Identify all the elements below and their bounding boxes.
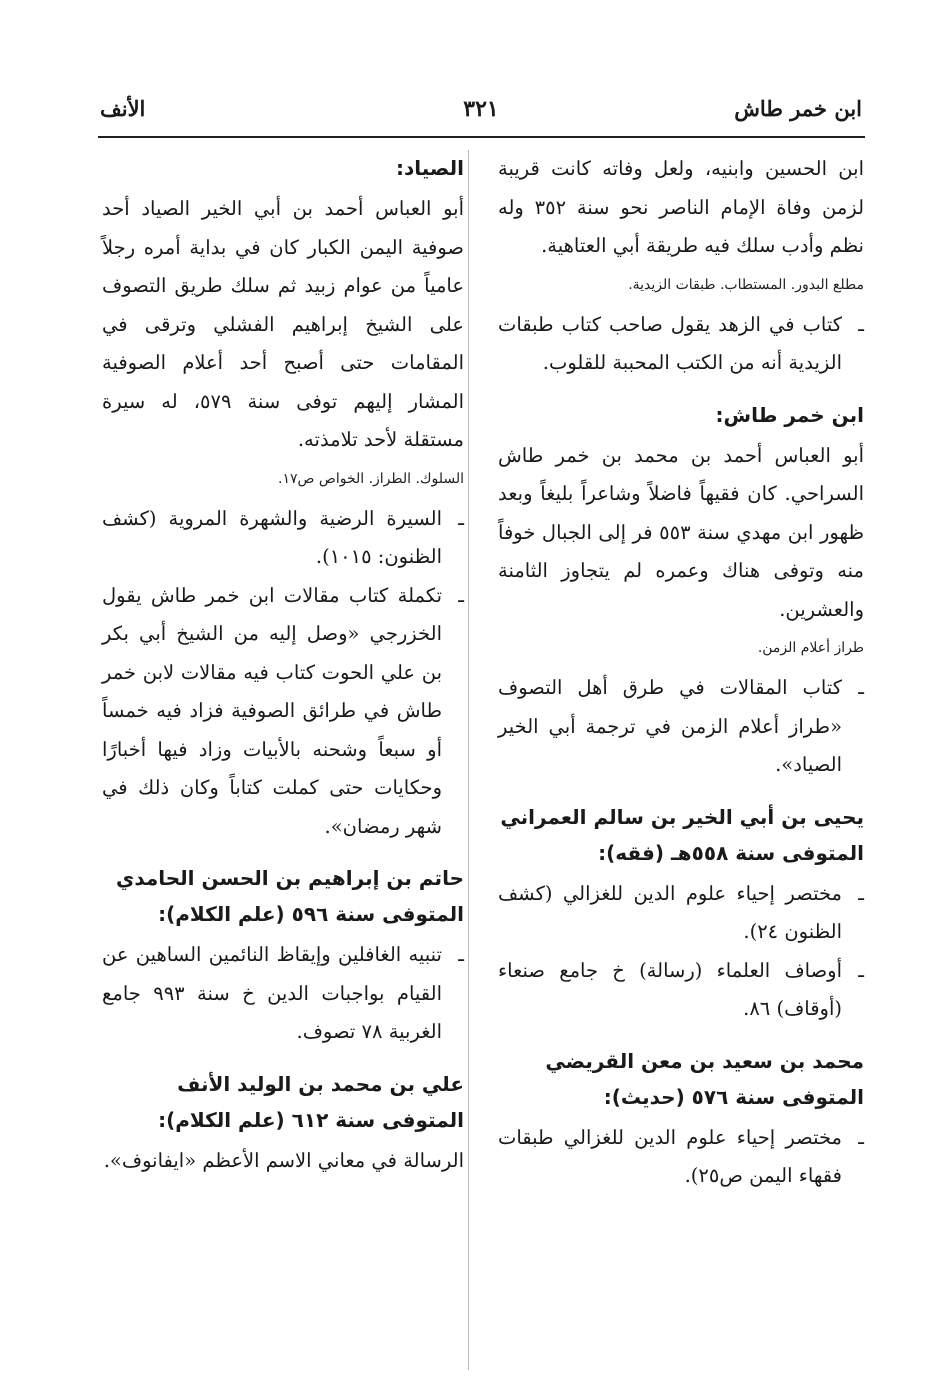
page-header xyxy=(100,96,862,132)
ibn-khamr-sources: طراز أعلام الزمن. xyxy=(757,640,864,656)
entry-title-ibn-khamr: ابن خمر طاش: xyxy=(715,402,864,427)
list-item: ـ تكملة كتاب مقالات ابن خمر طاش يقول الخزرجي «وصل إليه من الشيخ أبي بكر بن علي الحوت كتاب فيه مقالات لابن خمر طاش في طرائق الصوفية فزاد فيه خمساً أو سبعاً وشحنه بالأبيات وزاد فيها أخبارًا وحكايات حتى كملت كتاباً وكان ذلك في شهر رمضان». xyxy=(102,583,464,838)
entry-title-ali: علي بن محمد بن الوليد الأنف المتوفى سنة ٦١٢ (علم الكلام): xyxy=(158,1071,464,1132)
list-item: ـ مختصر إحياء علوم الدين للغزالي (كشف الظنون ٢٤). xyxy=(498,881,864,943)
list-item: ـ مختصر إحياء علوم الدين للغزالي طبقات فقهاء اليمن ص٢٥). xyxy=(498,1125,864,1187)
page-number: ٣٢١ xyxy=(463,96,499,122)
ibn-khamr-works xyxy=(498,669,864,785)
running-head-right: ابن خمر طاش xyxy=(734,96,862,121)
list-item: ـ كتاب المقالات في طرق أهل التصوف «طراز أعلام الزمن في ترجمة أبي الخير الصياد». xyxy=(498,676,864,776)
list-item: ـ كتاب في الزهد يقول صاحب كتاب طبقات الزيدية أنه من الكتب المحببة للقلوب. xyxy=(498,312,864,374)
entry-title-yahya: يحيى بن أبي الخير بن سالم العمراني المتوفى سنة ٥٥٨هـ (فقه): xyxy=(500,804,864,865)
sayyad-sources: السلوك. الطراز. الخواص ص١٧. xyxy=(278,470,464,487)
list-item: ـ السيرة الرضية والشهرة المروية (كشف الظنون: ١٠١٥). xyxy=(102,506,464,568)
sayyad-works xyxy=(102,500,464,847)
left-column xyxy=(102,150,464,1180)
running-head-left: الأنف xyxy=(100,96,146,121)
yahya-works xyxy=(498,875,864,1029)
hatim-works xyxy=(102,936,464,1052)
intro-works xyxy=(498,306,864,383)
intro-text: ابن الحسين وابنيه، ولعل وفاته كانت قريبة لزمن وفاة الإمام الناصر نحو سنة ٣٥٢ وله نظم وأدب سلك فيه طريقة أبي العتاهية. xyxy=(498,157,865,257)
header-rule xyxy=(98,136,865,138)
ali-text: الرسالة في معاني الاسم الأعظم «ايفانوف». xyxy=(103,1148,464,1172)
sayyad-bio: أبو العباس أحمد بن أبي الخير الصياد أحد صوفية اليمن الكبار كان في بداية أمره رجلاً عامياً من عوام زبيد ثم سلك طريق التصوف على الشيخ إبراهيم الفشلي وترقى في المقامات حتى أصبح أحد أعلام الصوفية المشار إليهم توفى سنة ٥٧٩، له سيرة مستقلة لأحد تلامذته. xyxy=(102,197,464,451)
entry-title-muhammad: محمد بن سعيد بن معن القريضي المتوفى سنة ٥٧٦ (حديث): xyxy=(545,1048,864,1109)
intro-sources: مطلع البدور. المستطاب. طبقات الزيدية. xyxy=(628,276,864,293)
column-divider xyxy=(468,150,469,1370)
entry-title-sayyad: الصياد: xyxy=(395,156,464,180)
right-column xyxy=(498,150,864,1204)
list-item: ـ تنبيه الغافلين وإيقاظ النائمين الساهين عن القيام بواجبات الدين خ سنة ٩٩٣ جامع الغربية ٧٨ تصوف. xyxy=(102,943,464,1043)
ibn-khamr-bio: أبو العباس أحمد بن محمد بن خمر طاش السراحي. كان فقيهاً فاضلاً وشاعراً بليغاً وبعد ظهور ابن مهدي سنة ٥٥٣ فر إلى الجبال خوفاً منه وتوفى هناك وعمره لم يتجاوز الثامنة والعشرين. xyxy=(498,443,864,621)
list-item: ـ أوصاف العلماء (رسالة) خ جامع صنعاء (أوقاف) ٨٦. xyxy=(498,958,864,1020)
entry-title-hatim: حاتم بن إبراهيم بن الحسن الحامدي المتوفى سنة ٥٩٦ (علم الكلام): xyxy=(115,866,464,926)
muhammad-works xyxy=(498,1119,864,1196)
